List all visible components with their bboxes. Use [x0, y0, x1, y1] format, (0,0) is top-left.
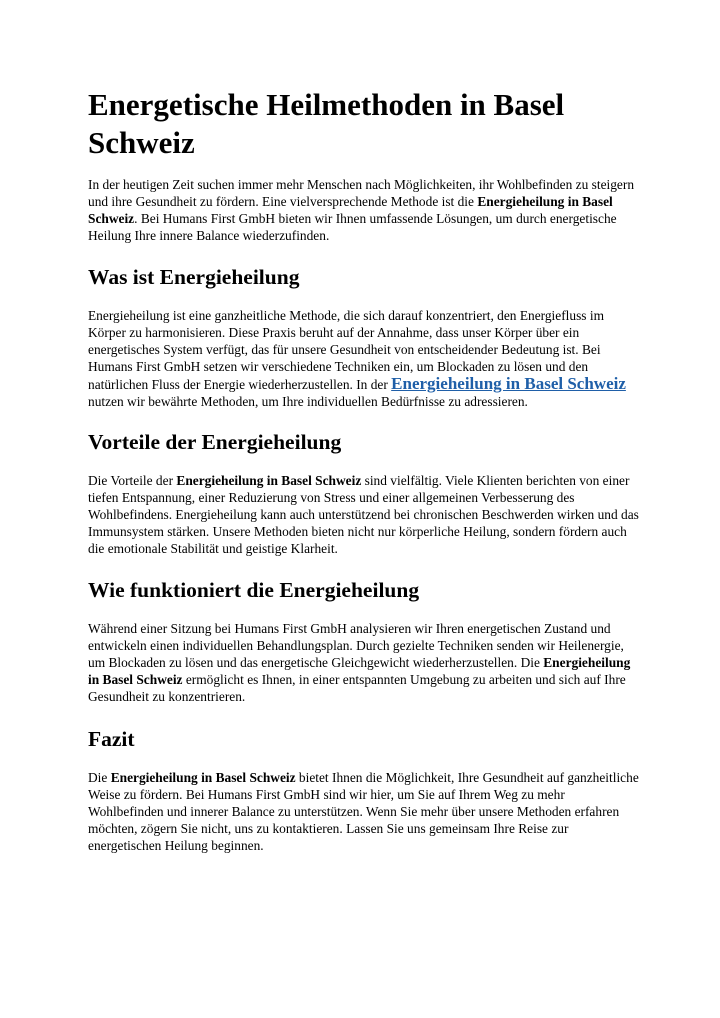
section2-text-2: sind vielfältig. Viele Klienten berichten von einer tiefen Entspannung, einer Reduzierung von Stress und einer allgemeinen Verbesserung des Wohlbefindens. Energieheilung kann auch unterstützend bei chronischen Beschwerden wirken und das Immunsystem stärken. Unsere Methoden bieten nicht nur körperliche Heilung, sondern fördern auch die emotionale Stabilität und geistige Klarheit.	[88, 473, 639, 556]
section3-bold-keyword: Energieheilung in Basel Schweiz	[88, 655, 631, 687]
section1-text-1: Energieheilung ist eine ganzheitliche Methode, die sich darauf konzentriert, den Energiefluss im Körper zu harmonisieren. Diese Praxis beruht auf der Annahme, dass unser Körper über ein energetisches System verfügt, das für unsere Gesundheit von entscheidender Bedeutung ist. Bei Humans First GmbH setzen wir verschiedene Techniken ein, um Blockaden zu lösen und den natürlichen Fluss der Energie wiederherzustellen. In der	[88, 308, 604, 392]
section3-text-2: ermöglicht es Ihnen, in einer entspannten Umgebung zu arbeiten und sich auf Ihre Gesundheit zu konzentrieren.	[88, 672, 626, 704]
section-heading-how-it-works: Wie funktioniert die Energieheilung	[88, 578, 420, 602]
section4-text-2: bietet Ihnen die Möglichkeit, Ihre Gesundheit auf ganzheitliche Weise zu fördern. Bei Humans First GmbH sind wir hier, um Sie auf Ihrem Weg zu mehr Wohlbefinden und innerer Balance zu unterstützen. Wenn Sie mehr über unsere Methoden erfahren möchten, zögern Sie nicht, uns zu kontaktieren. Lassen Sie uns gemeinsam Ihre Reise zur energetischen Heilung beginnen.	[88, 770, 639, 853]
section-heading-benefits: Vorteile der Energieheilung	[88, 430, 342, 454]
section-paragraph-how-it-works	[88, 620, 640, 705]
section1-text-2: nutzen wir bewährte Methoden, um Ihre individuellen Bedürfnisse zu adressieren.	[88, 394, 528, 409]
section3-text-1: Während einer Sitzung bei Humans First GmbH analysieren wir Ihren energetischen Zustand und entwickeln einen individuellen Behandlungsplan. Durch gezielte Techniken senden wir Heilenergie, um Blockaden zu lösen und das energetische Gleichgewicht wiederherzustellen. Die	[88, 621, 624, 670]
energieheilung-link[interactable]: Energieheilung in Basel Schweiz	[391, 374, 626, 393]
section-paragraph-benefits	[88, 472, 640, 557]
section-heading-what-is: Was ist Energieheilung	[88, 265, 300, 289]
section4-text-1: Die	[88, 770, 111, 785]
section-heading-conclusion: Fazit	[88, 727, 135, 751]
intro-text-2: . Bei Humans First GmbH bieten wir Ihnen umfassende Lösungen, um durch energetische Heilung Ihre innere Balance wiederzufinden.	[88, 211, 617, 243]
page-title: Energetische Heilmethoden in Basel Schweiz	[88, 87, 565, 160]
section-paragraph-what-is	[88, 307, 640, 410]
section4-bold-keyword: Energieheilung in Basel Schweiz	[110, 770, 296, 785]
intro-text-1: In der heutigen Zeit suchen immer mehr Menschen nach Möglichkeiten, ihr Wohlbefinden zu steigern und ihre Gesundheit zu fördern. Eine vielversprechende Methode ist die	[88, 177, 635, 209]
intro-bold-keyword: Energieheilung in Basel Schweiz	[88, 194, 613, 226]
intro-paragraph	[88, 176, 640, 244]
section-paragraph-conclusion	[88, 769, 640, 854]
section2-text-1: Die Vorteile der	[88, 473, 177, 488]
section2-bold-keyword: Energieheilung in Basel Schweiz	[176, 473, 362, 488]
